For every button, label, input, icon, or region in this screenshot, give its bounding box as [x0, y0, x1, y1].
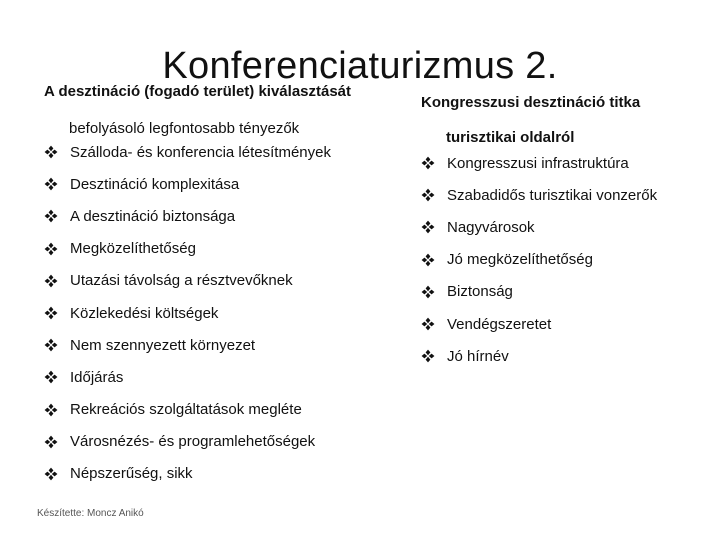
diamond-quad-bullet-icon [44, 370, 58, 384]
diamond-quad-bullet-icon [44, 242, 58, 256]
diamond-quad-bullet-icon [44, 467, 58, 481]
left-list-item [44, 426, 331, 458]
right-item-text: Jó megközelíthetőség [447, 251, 593, 269]
left-list-item [44, 265, 331, 297]
left-item-text: Szálloda- és konferencia létesítmények [70, 143, 331, 161]
right-item-text: Nagyvárosok [447, 218, 535, 236]
right-list-item [421, 340, 657, 372]
right-item-text: Jó hírnév [447, 347, 509, 365]
left-item-text: Nem szennyezett környezet [70, 336, 256, 354]
left-list-item [44, 329, 331, 361]
left-column-heading [44, 84, 351, 136]
left-list-item [44, 233, 331, 265]
left-item-text: Városnézés- és programlehetőségek [70, 433, 316, 451]
left-item-text: Desztináció komplexitása [70, 175, 240, 193]
diamond-quad-bullet-icon [421, 188, 435, 202]
left-list-item [44, 168, 331, 200]
right-list-item [421, 147, 657, 179]
diamond-quad-bullet-icon [421, 253, 435, 267]
diamond-quad-bullet-icon [44, 177, 58, 191]
diamond-quad-bullet-icon [421, 349, 435, 363]
right-list-item [421, 308, 657, 340]
diamond-quad-bullet-icon [44, 274, 58, 288]
right-bullet-list [421, 147, 657, 372]
left-list-item [44, 200, 331, 232]
diamond-quad-bullet-icon [44, 403, 58, 417]
diamond-quad-bullet-icon [44, 338, 58, 352]
left-item-text: A desztináció biztonsága [70, 207, 236, 225]
left-heading-line2: befolyásoló legfontosabb tényezők [69, 120, 300, 137]
right-item-text: Szabadidős turisztikai vonzerők [447, 186, 658, 204]
right-heading-line2: turisztikai oldalról [446, 129, 575, 146]
right-list-item [421, 244, 657, 276]
diamond-quad-bullet-icon [44, 145, 58, 159]
right-item-text: Vendégszeretet [447, 315, 552, 333]
left-list-item [44, 361, 331, 393]
author-footer: Készítette: Moncz Anikó [37, 508, 144, 519]
right-list-item [421, 211, 657, 243]
left-list-item [44, 136, 331, 168]
slide-title: Konferenciaturizmus 2. [162, 45, 558, 88]
left-item-text: Megközelíthetőség [70, 240, 196, 258]
left-heading-line1: A desztináció (fogadó terület) kiválasztását [44, 83, 352, 100]
right-heading-line1: Kongresszusi desztináció titka [421, 94, 641, 111]
diamond-quad-bullet-icon [44, 435, 58, 449]
right-item-text: Biztonság [447, 283, 513, 301]
diamond-quad-bullet-icon [421, 220, 435, 234]
left-item-text: Népszerűség, sikk [70, 465, 193, 483]
left-item-text: Utazási távolság a résztvevőknek [70, 272, 293, 290]
right-list-item [421, 276, 657, 308]
left-item-text: Időjárás [70, 368, 124, 386]
left-item-text: Közlekedési költségek [70, 304, 219, 322]
diamond-quad-bullet-icon [421, 156, 435, 170]
diamond-quad-bullet-icon [421, 317, 435, 331]
right-column-heading [421, 95, 640, 145]
diamond-quad-bullet-icon [421, 285, 435, 299]
right-item-text: Kongresszusi infrastruktúra [447, 154, 629, 172]
diamond-quad-bullet-icon [44, 306, 58, 320]
left-list-item [44, 458, 331, 490]
left-bullet-list [44, 136, 331, 490]
right-list-item [421, 179, 657, 211]
left-item-text: Rekreációs szolgáltatások megléte [70, 401, 302, 419]
diamond-quad-bullet-icon [44, 209, 58, 223]
left-list-item [44, 394, 331, 426]
left-list-item [44, 297, 331, 329]
